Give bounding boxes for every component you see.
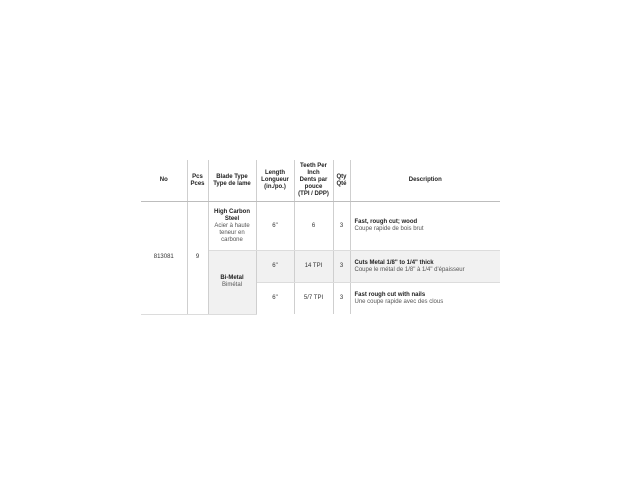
header-length: Length Longueur (in./po.) — [256, 160, 294, 202]
product-number: 813081 — [141, 202, 187, 315]
tpi-cell: 6 — [294, 202, 333, 251]
tpi-cell: 5/7 TPI — [294, 283, 333, 315]
product-pieces: 9 — [187, 202, 208, 315]
length-cell: 6" — [256, 251, 294, 283]
blade-type-high-carbon: High Carbon Steel Acier à haute teneur en carbone — [208, 202, 256, 251]
qty-cell: 3 — [333, 251, 350, 283]
header-no: No — [141, 160, 187, 202]
length-cell: 6" — [256, 202, 294, 251]
description-cell: Fast rough cut with nails Une coupe rapide avec des clous — [354, 291, 444, 305]
table-row — [141, 202, 500, 251]
header-blade-type: Blade Type Type de lame — [208, 160, 256, 202]
description-cell: Cuts Metal 1/8" to 1/4" thick Coupe le métal de 1/8" à 1/4" d'épaisseur — [350, 251, 500, 283]
tpi-cell: 14 TPI — [294, 251, 333, 283]
qty-cell: 3 — [333, 283, 350, 315]
length-cell: 6" — [256, 283, 294, 315]
header-tpi: Teeth Per Inch Dents par pouce (TPI / DPP) — [294, 160, 333, 202]
header-row — [141, 160, 500, 202]
qty-cell: 3 — [333, 202, 350, 251]
description-cell: Fast, rough cut; wood Coupe rapide de bois brut — [350, 202, 500, 251]
blade-type-bimetal: Bi-Metal Bimétal — [208, 251, 256, 315]
header-description: Description — [350, 160, 500, 202]
header-pcs: Pcs Pces — [187, 160, 208, 202]
blade-spec-table — [141, 160, 500, 315]
header-qty: Qty Qté — [333, 160, 350, 202]
